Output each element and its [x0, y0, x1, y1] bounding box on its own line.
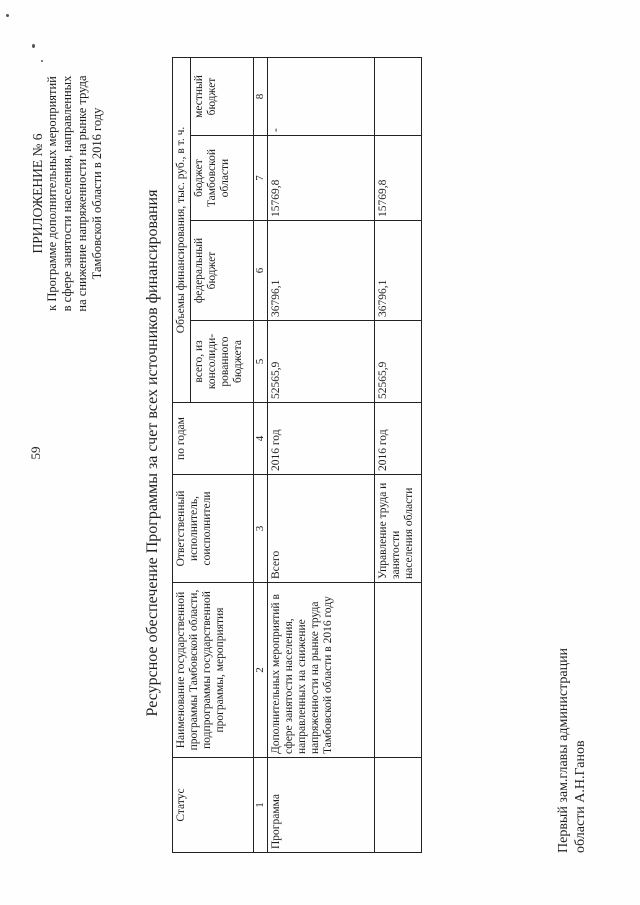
cell-status: [375, 757, 422, 852]
appendix-title: ПРИЛОЖЕНИЕ № 6: [30, 132, 45, 254]
signature-block: [555, 647, 589, 852]
cell-local: -: [268, 57, 375, 135]
column-number-row: [254, 57, 268, 852]
cell-status: Программа: [268, 757, 375, 852]
column-number: 3: [254, 474, 268, 582]
header-status: Статус: [173, 757, 254, 852]
appendix-header: [30, 21, 105, 366]
cell-name: [375, 582, 422, 757]
column-number: 4: [254, 402, 268, 474]
column-number: 7: [254, 135, 268, 220]
cell-local: [375, 57, 422, 135]
header-regional: бюджет Тамбовской области: [191, 135, 254, 220]
header-executor: Ответственный исполнитель, соисполнители: [173, 474, 254, 582]
cell-year: 2016 год: [268, 402, 375, 474]
signature-line: области А.Н.Ганов: [573, 739, 588, 853]
header-row: [173, 57, 191, 852]
column-number: 6: [254, 220, 268, 320]
header-federal: федеральный бюджет: [191, 220, 254, 320]
cell-regional: 15769,8: [268, 135, 375, 220]
header-by-years: по годам: [173, 402, 254, 474]
column-number: 8: [254, 57, 268, 135]
cell-federal: 36796,1: [268, 220, 375, 320]
cell-total: 52565,9: [268, 320, 375, 402]
header-local: местный бюджет: [191, 57, 254, 135]
signature-line: Первый зам.главы администрации: [556, 647, 571, 853]
table-row: [375, 57, 422, 852]
cell-name: Дополнительных мероприятий в сфере занятости населения, направленных на снижение напряженности на рынке труда Тамбовской области в 2016 году: [268, 582, 375, 757]
column-number: 5: [254, 320, 268, 402]
page-number: 59: [28, 446, 43, 459]
appendix-line: Тамбовской области в 2016 году: [90, 107, 104, 279]
column-number: 2: [254, 582, 268, 757]
scan-speck: [32, 44, 35, 48]
header-funding-group: Объемы финансирования, тыс. руб., в т. ч.: [173, 57, 191, 402]
cell-federal: 36796,1: [375, 220, 422, 320]
table-row: [268, 57, 375, 852]
scan-speck: [6, 14, 9, 17]
scan-speck: [41, 60, 43, 62]
cell-year: 2016 год: [375, 402, 422, 474]
cell-executor: Всего: [268, 474, 375, 582]
header-name: Наименование государственной программы Тамбовской области, подпрограммы государственной программы, мероприятия: [173, 582, 254, 757]
cell-regional: 15769,8: [375, 135, 422, 220]
cell-total: 52565,9: [375, 320, 422, 402]
table-title: Ресурсное обеспечение Программы за счет всех источников финансирования: [144, 189, 161, 716]
cell-executor: Управление труда и занятости населения области: [375, 474, 422, 582]
rotated-content: [20, 13, 620, 893]
resource-table: [172, 56, 422, 852]
header-total: всего, из консолиди-рованного бюджета: [191, 320, 254, 402]
appendix-line: на снижение напряженности на рынке труда: [75, 74, 89, 312]
column-number: 1: [254, 757, 268, 852]
appendix-line: к Программе дополнительных мероприятий: [45, 75, 59, 311]
appendix-line: в сфере занятости населения, направленных: [60, 75, 74, 311]
